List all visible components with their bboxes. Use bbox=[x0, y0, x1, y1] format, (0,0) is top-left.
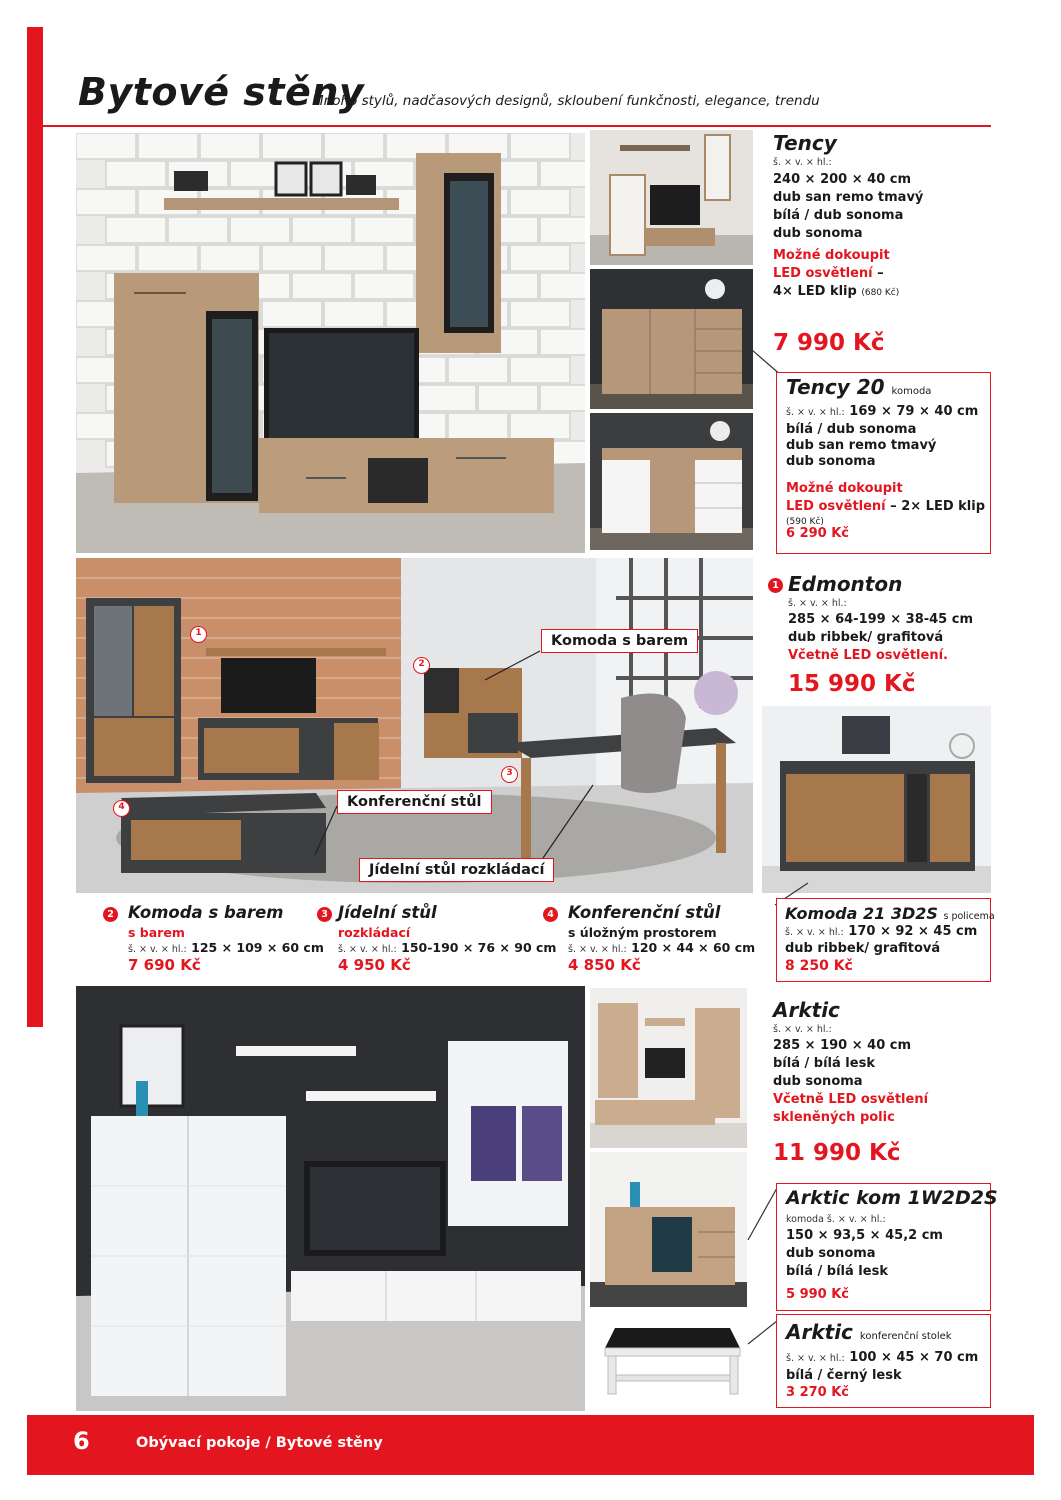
edmonton-marker: 1 bbox=[768, 578, 783, 593]
arktic-kom-specs bbox=[786, 1227, 943, 1281]
arktic-kom-price: 5 990 Kč bbox=[786, 1287, 850, 1302]
arktic-wall-unit-photo bbox=[76, 986, 585, 1411]
komoda21-dim-label: š. × v. × hl.: bbox=[785, 927, 844, 938]
komoda21-color: dub ribbek/ grafitová bbox=[785, 941, 941, 956]
tency-option-1: Možné dokoupit bbox=[773, 248, 890, 263]
tency-price: 7 990 Kč bbox=[773, 330, 885, 356]
komoda-barem-price: 7 690 Kč bbox=[128, 956, 201, 974]
tency-specs bbox=[773, 171, 923, 302]
komoda21-title bbox=[785, 904, 995, 923]
arktic-kom-name: Arktic kom 1W2D2S bbox=[786, 1187, 998, 1209]
tency-option-price: (680 Kč) bbox=[861, 288, 900, 298]
komoda21-box bbox=[776, 898, 995, 982]
jidelni-stul-sub: rozkládací bbox=[338, 925, 411, 940]
arktic-specs bbox=[773, 1037, 928, 1127]
callout-jidelni-line bbox=[538, 780, 598, 860]
arktic-kom-color-2: bílá / bílá lesk bbox=[786, 1264, 888, 1279]
komoda-barem-dims: 125 × 109 × 60 cm bbox=[191, 940, 324, 955]
tency20-dims: 169 × 79 × 40 cm bbox=[849, 404, 979, 419]
arktic-kom-color-1: dub sonoma bbox=[786, 1246, 876, 1261]
arktic-stolek-type: konferenční stolek bbox=[859, 1331, 952, 1342]
arktic-stolek-pointer bbox=[745, 1318, 780, 1348]
tency-dims: 240 × 200 × 40 cm bbox=[773, 172, 912, 187]
arktic-stolek-title bbox=[786, 1320, 952, 1344]
tency20-sonoma-photo bbox=[590, 269, 753, 409]
tency20-type: komoda bbox=[891, 386, 932, 397]
page-title: Bytové stěny bbox=[78, 70, 365, 114]
tency20-white-photo bbox=[590, 413, 753, 550]
konferencni-stul-dim-label: š. × v. × hl.: bbox=[568, 944, 627, 955]
edmonton-note: Včetně LED osvětlení. bbox=[788, 648, 948, 663]
konferencni-stul-sub: s úložným prostorem bbox=[568, 925, 717, 940]
arktic-stolek-price: 3 270 Kč bbox=[786, 1385, 850, 1400]
konferencni-stul-name: Konferenční stůl bbox=[568, 903, 721, 922]
arktic-kom-dim-label: komoda š. × v. × hl.: bbox=[786, 1214, 886, 1225]
jidelni-stul-dims: 150-190 × 76 × 90 cm bbox=[401, 940, 557, 955]
komoda21-name: Komoda 21 3D2S bbox=[785, 904, 938, 923]
tency-wall-unit-photo bbox=[76, 133, 585, 553]
edmonton-color: dub ribbek/ grafitová bbox=[788, 630, 944, 645]
tency20-option-1: Možné dokoupit bbox=[786, 481, 903, 496]
edmonton-price: 15 990 Kč bbox=[788, 671, 916, 697]
komoda21-type: s policema bbox=[943, 911, 995, 922]
tency20-name: Tency 20 bbox=[786, 375, 885, 399]
konferencni-stul-marker: 4 bbox=[543, 907, 558, 922]
edmonton-dim-label: š. × v. × hl.: bbox=[788, 598, 847, 609]
arktic-stolek-photo bbox=[590, 1313, 747, 1403]
arktic-color-2: dub sonoma bbox=[773, 1074, 863, 1089]
arktic-komoda-photo bbox=[590, 1152, 747, 1307]
edmonton-specs bbox=[788, 611, 973, 665]
edmonton-dims: 285 × 64-199 × 38-45 cm bbox=[788, 612, 974, 627]
tency-option-dash: – bbox=[872, 266, 884, 281]
komoda-barem-dimsline bbox=[128, 940, 324, 955]
callout-konferencni-stul: Konferenční stůl bbox=[337, 790, 492, 814]
tency-room-photo bbox=[590, 130, 753, 265]
arktic-kom-box bbox=[776, 1183, 998, 1311]
title-divider bbox=[43, 125, 991, 127]
jidelni-stul-price: 4 950 Kč bbox=[338, 956, 411, 974]
callout-komoda-s-barem: Komoda s barem bbox=[541, 629, 698, 653]
arktic-dims: 285 × 190 × 40 cm bbox=[773, 1038, 912, 1053]
tency-option-3: 4× LED klip bbox=[773, 284, 857, 299]
left-accent-bar bbox=[27, 27, 43, 1027]
komoda-barem-name: Komoda s barem bbox=[128, 903, 284, 922]
edmonton-name: Edmonton bbox=[788, 572, 903, 596]
arktic-stolek-box bbox=[776, 1314, 991, 1408]
arktic-stolek-dims: 100 × 45 × 70 cm bbox=[849, 1350, 979, 1365]
edmonton-room-photo bbox=[76, 558, 753, 893]
komoda-barem-sub: s barem bbox=[128, 925, 185, 940]
arktic-dim-label: š. × v. × hl.: bbox=[773, 1024, 832, 1035]
tency20-color-3: dub sonoma bbox=[786, 454, 876, 469]
tency-name: Tency bbox=[773, 131, 837, 155]
tency20-color-1: bílá / dub sonoma bbox=[786, 422, 917, 437]
arktic-sonoma-photo bbox=[590, 988, 747, 1148]
jidelni-stul-name: Jídelní stůl bbox=[338, 903, 437, 922]
arktic-color-1: bílá / bílá lesk bbox=[773, 1056, 875, 1071]
tency-color-3: dub sonoma bbox=[773, 226, 863, 241]
marker-1: 1 bbox=[190, 626, 207, 643]
tency20-option-price: (590 Kč) bbox=[786, 517, 824, 527]
tency20-title bbox=[786, 375, 931, 399]
arktic-note-2: skleněných polic bbox=[773, 1110, 895, 1125]
komoda21-photo bbox=[762, 706, 991, 893]
jidelni-stul-marker: 3 bbox=[317, 907, 332, 922]
komoda-barem-dim-label: š. × v. × hl.: bbox=[128, 944, 187, 955]
tency-color-1: dub san remo tmavý bbox=[773, 190, 924, 205]
tency20-specs bbox=[786, 403, 985, 528]
footer-section: Obývací pokoje / Bytové stěny bbox=[136, 1435, 383, 1451]
tency-option-2: LED osvětlení bbox=[773, 266, 873, 281]
konferencni-stul-dims: 120 × 44 × 60 cm bbox=[631, 940, 756, 955]
komoda21-price: 8 250 Kč bbox=[785, 958, 853, 974]
page-subtitle: Mnoho stylů, nadčasových designů, skloubení funkčnosti, elegance, trendu bbox=[312, 93, 820, 109]
callout-stul-line bbox=[300, 800, 340, 860]
arktic-note-1: Včetně LED osvětlení bbox=[773, 1092, 929, 1107]
tency-dim-label: š. × v. × hl.: bbox=[773, 157, 832, 168]
arktic-stolek-dim-label: š. × v. × hl.: bbox=[786, 1353, 845, 1364]
tency20-dim-label: š. × v. × hl.: bbox=[786, 407, 845, 418]
komoda-barem-marker: 2 bbox=[103, 907, 118, 922]
arktic-price: 11 990 Kč bbox=[773, 1140, 901, 1166]
callout-komoda-line bbox=[480, 645, 545, 685]
tency20-price: 6 290 Kč bbox=[786, 526, 850, 541]
marker-2: 2 bbox=[413, 657, 430, 674]
komoda21-dims: 170 × 92 × 45 cm bbox=[848, 924, 978, 939]
arktic-stolek-color: bílá / černý lesk bbox=[786, 1368, 902, 1383]
tency20-option-2: LED osvětlení bbox=[786, 499, 886, 514]
konferencni-stul-price: 4 850 Kč bbox=[568, 956, 641, 974]
tency20-option-rest: – 2× LED klip bbox=[885, 499, 986, 514]
marker-4: 4 bbox=[113, 800, 130, 817]
komoda21-specs bbox=[785, 924, 977, 957]
arktic-kom-dims: 150 × 93,5 × 45,2 cm bbox=[786, 1228, 943, 1243]
tency20-box bbox=[776, 372, 991, 554]
page-number: 6 bbox=[73, 1427, 90, 1455]
marker-3: 3 bbox=[501, 766, 518, 783]
tency-color-2: bílá / dub sonoma bbox=[773, 208, 904, 223]
tency20-color-2: dub san remo tmavý bbox=[786, 438, 937, 453]
arktic-stolek-name: Arktic bbox=[786, 1320, 853, 1344]
arktic-name: Arktic bbox=[773, 998, 840, 1022]
konferencni-stul-dimsline bbox=[568, 940, 755, 955]
arktic-stolek-specs bbox=[786, 1349, 978, 1384]
jidelni-stul-dimsline bbox=[338, 940, 556, 955]
jidelni-stul-dim-label: š. × v. × hl.: bbox=[338, 944, 397, 955]
callout-jidelni-stul: Jídelní stůl rozkládací bbox=[359, 858, 554, 882]
arktic-kom-pointer bbox=[745, 1185, 780, 1245]
